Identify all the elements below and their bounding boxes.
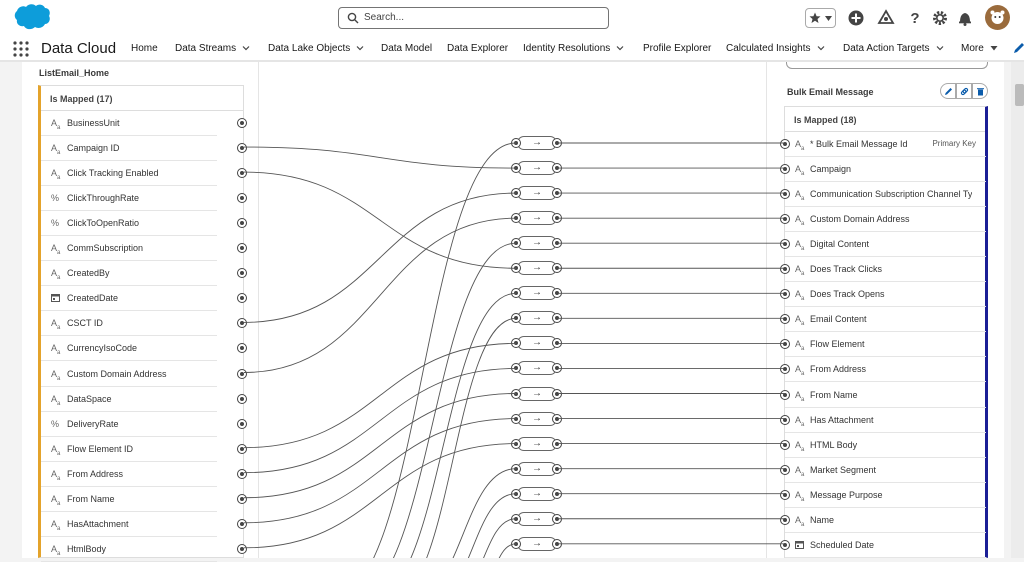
text-type-icon: $A_a$ — [795, 464, 805, 478]
source-field-name: DeliveryRate — [67, 418, 119, 429]
text-type-icon: $A_a$ — [795, 439, 805, 453]
source-field-name: Click Tracking Enabled — [67, 168, 159, 179]
target-object-selector[interactable] — [786, 62, 988, 69]
percent-type-icon: % — [51, 193, 60, 204]
text-type-icon: $A_a$ — [51, 143, 61, 156]
nav-item-label: More — [961, 43, 984, 54]
search-placeholder: Search... — [364, 12, 405, 23]
text-type-icon: $A_a$ — [51, 118, 61, 131]
app-launcher-icon[interactable] — [13, 41, 29, 57]
percent-type-icon: % — [51, 218, 60, 229]
target-field-name: Campaign — [810, 164, 852, 175]
transform-output-port[interactable] — [552, 138, 562, 148]
link-icon — [960, 87, 969, 96]
transform-output-port[interactable] — [552, 238, 562, 248]
transform-arrow-icon: → — [517, 437, 557, 451]
source-fields-panel — [38, 85, 244, 558]
target-field-name: Does Track Clicks — [810, 264, 883, 275]
text-type-icon: $A_a$ — [51, 468, 61, 482]
favorites-star-icon — [809, 12, 821, 24]
target-field-row[interactable] — [785, 508, 986, 533]
nav-item-data-action-targets[interactable] — [843, 43, 944, 54]
source-field-row[interactable] — [41, 236, 217, 261]
percent-type-icon: % — [51, 418, 60, 429]
app-name: Data Cloud — [41, 40, 117, 57]
transform-node[interactable] — [512, 286, 563, 300]
source-field-port[interactable] — [237, 444, 247, 454]
transform-output-port[interactable] — [552, 213, 562, 223]
source-field-name: Flow Element ID — [67, 443, 134, 454]
transform-output-port[interactable] — [552, 414, 562, 424]
target-field-row[interactable] — [785, 533, 986, 558]
chevron-down-icon — [824, 15, 833, 22]
target-field-name: From Address — [810, 364, 867, 375]
target-field-name: Custom Domain Address — [810, 214, 910, 225]
nav-item-label: Home — [131, 43, 158, 54]
text-type-icon: $A_a$ — [795, 314, 805, 328]
source-field-name: CreatedDate — [67, 293, 119, 304]
nav-item-profile-explorer[interactable] — [643, 43, 711, 54]
nav-item-label: Profile Explorer — [643, 43, 712, 54]
source-field-name: CurrencyIsoCode — [67, 343, 138, 354]
target-field-name: Market Segment — [810, 464, 877, 475]
nav-item-data-streams[interactable] — [175, 43, 250, 54]
text-type-icon: $A_a$ — [51, 343, 61, 357]
target-field-port[interactable] — [780, 465, 790, 475]
target-field-row[interactable] — [785, 232, 986, 257]
text-type-icon: $A_a$ — [51, 443, 61, 457]
source-field-row[interactable] — [41, 487, 217, 512]
target-field-name: From Name — [810, 389, 858, 400]
source-field-row[interactable] — [41, 161, 217, 186]
calendar-icon — [795, 540, 804, 551]
target-field-name: Email Content — [810, 314, 867, 325]
target-field-row[interactable] — [785, 458, 986, 483]
delete-button[interactable] — [972, 83, 988, 99]
target-field-row[interactable] — [785, 257, 986, 282]
nav-item-data-explorer[interactable] — [447, 43, 508, 54]
target-field-row[interactable] — [785, 332, 986, 357]
transform-arrow-icon: → — [517, 537, 557, 551]
transform-node[interactable] — [512, 261, 563, 275]
transform-arrow-icon: → — [517, 136, 557, 150]
transform-arrow-icon: → — [517, 311, 557, 325]
source-field-port[interactable] — [237, 494, 247, 504]
transform-input-port[interactable] — [511, 439, 521, 449]
target-field-row-primary-key[interactable] — [785, 132, 986, 157]
target-field-row[interactable] — [785, 408, 986, 433]
transform-arrow-icon: → — [517, 211, 557, 225]
nav-item-label: Data Lake Objects — [268, 43, 351, 54]
transform-input-port[interactable] — [511, 138, 521, 148]
source-field-name: Custom Domain Address — [67, 368, 167, 379]
source-field-row[interactable] — [41, 261, 217, 286]
source-field-name: ClickThroughRate — [67, 193, 140, 204]
edit-button[interactable] — [940, 83, 956, 99]
target-field-row[interactable] — [785, 357, 986, 382]
link-button[interactable] — [956, 83, 972, 99]
transform-output-port[interactable] — [552, 489, 562, 499]
user-avatar-icon — [989, 9, 1006, 26]
transform-node[interactable] — [512, 161, 563, 175]
target-field-port[interactable] — [780, 139, 790, 149]
source-object-title: ListEmail_Home — [39, 68, 110, 78]
nav-item-data-model[interactable] — [381, 43, 432, 54]
target-field-port[interactable] — [780, 164, 790, 174]
nav-item-label: Data Model — [381, 43, 433, 54]
transform-input-port[interactable] — [511, 414, 521, 424]
source-field-row[interactable] — [41, 211, 217, 236]
text-type-icon: $A_a$ — [51, 318, 61, 332]
text-type-icon: $A_a$ — [795, 514, 805, 528]
nav-item-identity-resolutions[interactable] — [523, 43, 624, 54]
text-type-icon: $A_a$ — [795, 264, 805, 278]
source-field-port[interactable] — [237, 394, 247, 404]
setup-gear-icon[interactable] — [930, 8, 950, 28]
source-field-row[interactable] — [41, 362, 217, 387]
chevron-down-icon[interactable] — [990, 44, 998, 52]
source-field-name: From Address — [67, 468, 124, 479]
text-type-icon: $A_a$ — [51, 368, 61, 382]
text-type-icon: $A_a$ — [51, 168, 61, 181]
trailhead-icon[interactable] — [876, 8, 896, 28]
target-field-row[interactable] — [785, 307, 986, 332]
target-field-name: Message Purpose — [810, 489, 883, 500]
transform-output-port[interactable] — [552, 439, 562, 449]
delete-icon — [976, 87, 985, 96]
edit-icon — [944, 87, 953, 96]
target-field-row[interactable] — [785, 207, 986, 232]
add-icon[interactable] — [846, 8, 866, 28]
source-field-name: Campaign ID — [67, 143, 120, 154]
target-field-name: Has Attachment — [810, 414, 874, 425]
nav-item-data-lake-objects[interactable] — [268, 43, 364, 54]
source-field-row[interactable] — [41, 462, 217, 487]
source-field-row[interactable] — [41, 136, 217, 161]
source-field-row[interactable] — [41, 111, 217, 136]
text-type-icon: $A_a$ — [795, 389, 805, 403]
text-type-icon: $A_a$ — [795, 289, 805, 303]
transform-arrow-icon: → — [517, 361, 557, 375]
text-type-icon: $A_a$ — [51, 393, 61, 407]
target-field-name: Name — [810, 514, 835, 525]
text-type-icon: $A_a$ — [51, 243, 61, 257]
salesforce-logo[interactable] — [10, 3, 50, 31]
transform-output-port[interactable] — [552, 188, 562, 198]
transform-input-port[interactable] — [511, 163, 521, 173]
source-field-port[interactable] — [237, 469, 247, 479]
transform-output-port[interactable] — [552, 514, 562, 524]
transform-node[interactable] — [512, 311, 563, 325]
chevron-down-icon[interactable] — [817, 44, 825, 52]
transform-node[interactable] — [512, 361, 563, 375]
target-field-row[interactable] — [785, 157, 986, 182]
target-field-row[interactable] — [785, 282, 986, 307]
target-field-name: Does Track Opens — [810, 289, 885, 300]
text-type-icon: $A_a$ — [795, 339, 805, 353]
transform-arrow-icon: → — [517, 186, 557, 200]
target-field-port[interactable] — [780, 540, 790, 550]
transform-node[interactable] — [512, 186, 563, 200]
text-type-icon: $A_a$ — [795, 164, 805, 177]
vertical-scrollbar[interactable] — [1011, 62, 1024, 558]
target-field-name: * Bulk Email Message Id — [810, 139, 908, 149]
global-search-input[interactable] — [338, 7, 609, 29]
transform-arrow-icon: → — [517, 512, 557, 526]
target-field-port[interactable] — [780, 415, 790, 425]
transform-arrow-icon: → — [517, 387, 557, 401]
text-type-icon: $A_a$ — [795, 139, 805, 152]
nav-item-label: Calculated Insights — [726, 43, 811, 54]
text-type-icon: $A_a$ — [51, 543, 61, 557]
chevron-down-icon[interactable] — [242, 44, 250, 52]
chevron-down-icon[interactable] — [616, 44, 624, 52]
transform-node[interactable] — [512, 487, 563, 501]
target-field-port[interactable] — [780, 490, 790, 500]
target-actions — [940, 83, 988, 99]
transform-input-port[interactable] — [511, 514, 521, 524]
source-group-header[interactable]: Is Mapped (17) — [41, 86, 243, 111]
source-field-port[interactable] — [237, 118, 247, 128]
source-field-name: CSCT ID — [67, 318, 103, 329]
target-field-name: Scheduled Date — [810, 539, 875, 550]
transform-node[interactable] — [512, 387, 563, 401]
transform-arrow-icon: → — [517, 161, 557, 175]
source-field-name: BusinessUnit — [67, 118, 120, 128]
target-field-row[interactable] — [785, 182, 986, 207]
scroll-thumb[interactable] — [1015, 84, 1024, 106]
target-field-row[interactable] — [785, 383, 986, 408]
text-type-icon: $A_a$ — [51, 518, 61, 532]
transform-output-port[interactable] — [552, 464, 562, 474]
calendar-icon — [51, 293, 60, 304]
text-type-icon: $A_a$ — [795, 239, 805, 252]
transform-arrow-icon: → — [517, 487, 557, 501]
source-field-port[interactable] — [237, 419, 247, 429]
notifications-bell-icon[interactable] — [955, 8, 975, 28]
transform-output-port[interactable] — [552, 163, 562, 173]
target-field-name: Flow Element — [810, 339, 865, 350]
chevron-down-icon[interactable] — [936, 44, 944, 52]
transform-input-port[interactable] — [511, 539, 521, 549]
source-field-port[interactable] — [237, 369, 247, 379]
svg-text:?: ? — [910, 10, 920, 27]
target-fields-panel — [784, 106, 988, 558]
target-field-port[interactable] — [780, 390, 790, 400]
source-field-name: From Name — [67, 493, 115, 504]
source-field-name: DataSpace — [67, 393, 112, 404]
source-field-row[interactable] — [41, 311, 217, 336]
target-field-port[interactable] — [780, 440, 790, 450]
target-column-divider — [766, 62, 767, 558]
source-field-row[interactable] — [41, 286, 217, 311]
target-field-row[interactable] — [785, 433, 986, 458]
favorites-button[interactable] — [805, 8, 836, 28]
source-field-port[interactable] — [237, 519, 247, 529]
search-icon — [347, 12, 359, 24]
transform-input-port[interactable] — [511, 389, 521, 399]
text-type-icon: $A_a$ — [795, 214, 805, 227]
source-field-name: HtmlBody — [67, 543, 107, 554]
transform-output-port[interactable] — [552, 288, 562, 298]
transform-input-port[interactable] — [511, 489, 521, 499]
transform-arrow-icon: → — [517, 286, 557, 300]
source-field-name: ClickToOpenRatio — [67, 218, 140, 229]
global-header — [0, 0, 1024, 36]
nav-item-more[interactable] — [961, 43, 998, 54]
text-type-icon: $A_a$ — [795, 414, 805, 428]
nav-item-calculated-insights[interactable] — [726, 43, 825, 54]
transform-node[interactable] — [512, 236, 563, 250]
transform-arrow-icon: → — [517, 336, 557, 350]
text-type-icon: $A_a$ — [795, 489, 805, 503]
transform-node[interactable] — [512, 412, 563, 426]
transform-output-port[interactable] — [552, 313, 562, 323]
target-field-port[interactable] — [780, 515, 790, 525]
nav-item-label: Identity Resolutions — [523, 43, 611, 54]
transform-node[interactable] — [512, 462, 563, 476]
target-field-name: HTML Body — [810, 439, 858, 450]
target-group-header[interactable]: Is Mapped (18) — [785, 107, 985, 132]
transform-node[interactable] — [512, 537, 563, 551]
transform-arrow-icon: → — [517, 462, 557, 476]
source-field-row[interactable] — [41, 387, 217, 412]
transform-input-port[interactable] — [511, 464, 521, 474]
transform-arrow-icon: → — [517, 412, 557, 426]
target-field-name: Communication Subscription Channel Ty — [810, 189, 973, 200]
source-field-row[interactable] — [41, 186, 217, 211]
text-type-icon: $A_a$ — [795, 189, 805, 202]
transform-arrow-icon: → — [517, 236, 557, 250]
source-field-name: HasAttachment — [67, 518, 129, 529]
target-object-title: Bulk Email Message — [787, 87, 874, 97]
source-column-divider — [258, 62, 259, 558]
transform-output-port[interactable] — [552, 389, 562, 399]
transform-output-port[interactable] — [552, 338, 562, 348]
primary-key-label: Primary Key — [932, 139, 976, 148]
transform-node[interactable] — [512, 211, 563, 225]
text-type-icon: $A_a$ — [51, 493, 61, 507]
nav-item-label: Data Explorer — [447, 43, 509, 54]
transform-output-port[interactable] — [552, 539, 562, 549]
source-field-row[interactable] — [41, 412, 217, 437]
nav-item-home[interactable] — [131, 43, 158, 54]
transform-node[interactable] — [512, 512, 563, 526]
nav-item-label: Data Streams — [175, 43, 237, 54]
target-field-row[interactable] — [785, 483, 986, 508]
source-field-port[interactable] — [237, 143, 247, 153]
transform-node[interactable] — [512, 336, 563, 350]
transform-output-port[interactable] — [552, 363, 562, 373]
app-navigation-bar — [0, 36, 1024, 62]
transform-output-port[interactable] — [552, 263, 562, 273]
text-type-icon: $A_a$ — [51, 268, 61, 282]
target-field-name: Digital Content — [810, 239, 870, 250]
source-field-name: CreatedBy — [67, 268, 110, 279]
transform-node[interactable] — [512, 437, 563, 451]
source-field-row[interactable] — [41, 336, 217, 361]
source-field-row[interactable] — [41, 512, 217, 537]
chevron-down-icon[interactable] — [356, 44, 364, 52]
source-field-row[interactable] — [41, 437, 217, 462]
user-avatar[interactable] — [985, 5, 1010, 30]
edit-nav-icon[interactable] — [1012, 41, 1024, 55]
source-field-name: CommSubscription — [67, 243, 144, 254]
transform-arrow-icon: → — [517, 261, 557, 275]
source-field-port[interactable] — [237, 544, 247, 554]
source-field-row[interactable] — [41, 537, 217, 562]
nav-item-label: Data Action Targets — [843, 43, 930, 54]
text-type-icon: $A_a$ — [795, 364, 805, 378]
help-icon[interactable] — [905, 8, 925, 28]
transform-node[interactable] — [512, 136, 563, 150]
